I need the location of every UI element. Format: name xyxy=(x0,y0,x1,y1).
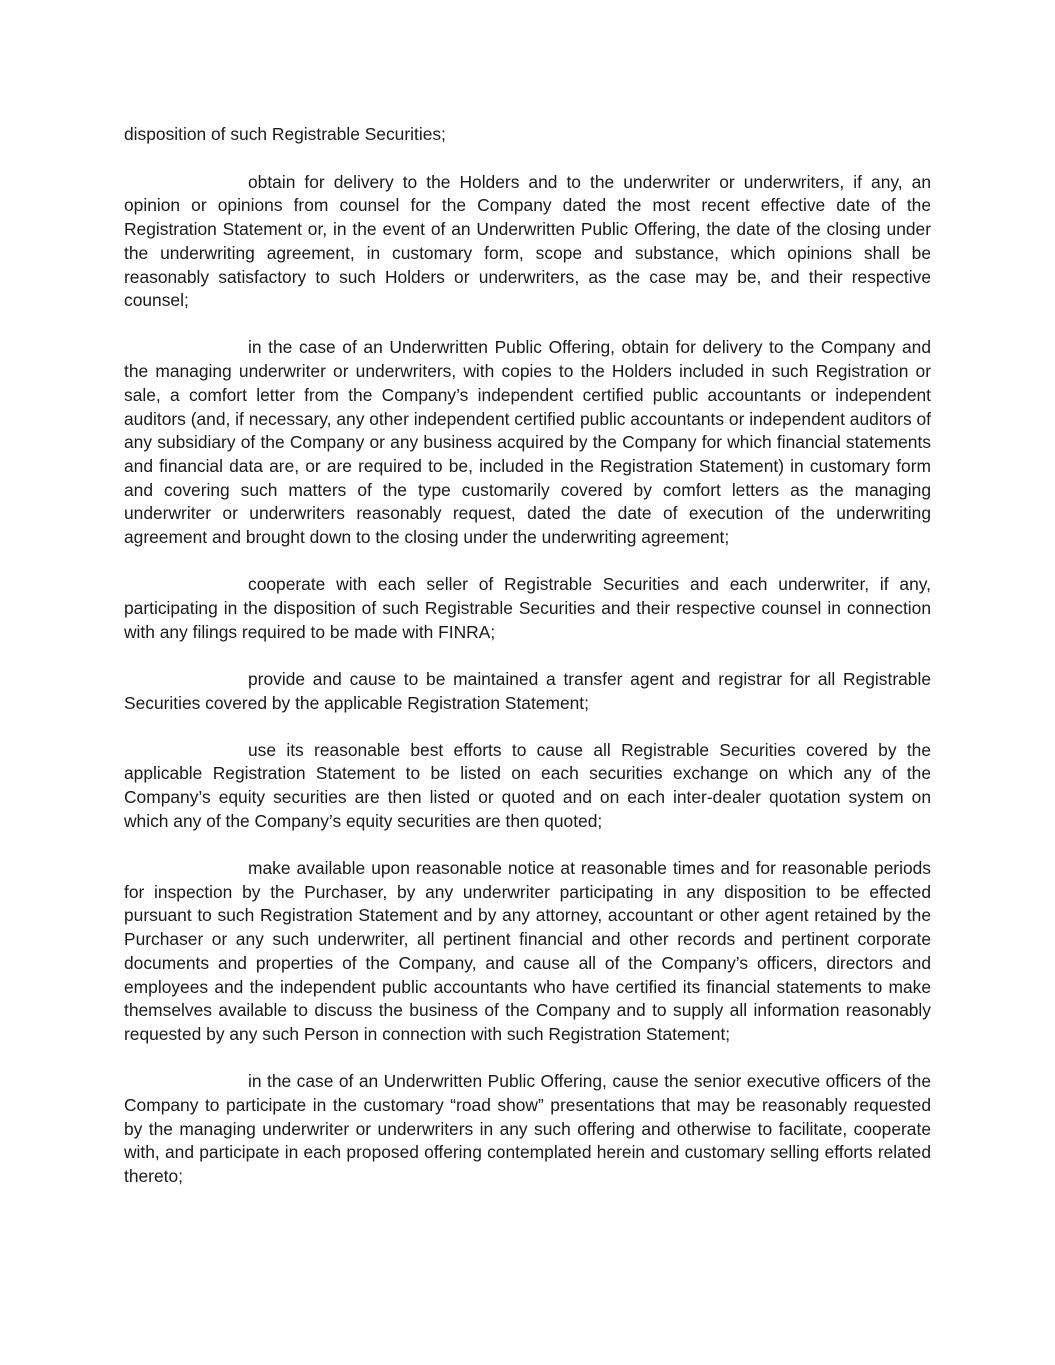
paragraph-exchange-listing: use its reasonable best efforts to cause all Registrable Securities covered by the applicable Registration Statement to be listed on each securities exchange on which any of the Company’s equity securities are then listed or quoted and on each inter-dealer quotation system on which any of the Company’s equity securities are then quoted; xyxy=(124,739,931,831)
paragraph-comfort-letter: in the case of an Underwritten Public Offering, obtain for delivery to the Company and the managing underwriter or underwriters, with copies to the Holders included in such Registration or sale, a comfort letter from the Company’s independent certified public accountants or independent auditors (and, if necessary, any other independent certified public accountants or independent auditors of any subsidiary of the Company or any business acquired by the Company for which financial statements and financial data are, or are required to be, included in the Registration Statement) in customary form and covering such matters of the type customarily covered by comfort letters as the managing underwriter or underwriters reasonably request, dated the date of execution of the underwriting agreement and brought down to the closing under the underwriting agreement; xyxy=(124,337,931,548)
paragraph-continuation: disposition of such Registrable Securities; xyxy=(124,124,446,144)
paragraph-transfer-agent: provide and cause to be maintained a transfer agent and registrar for all Registrable Securities covered by the applicable Registration Statement; xyxy=(124,668,931,713)
paragraph-legal-opinion: obtain for delivery to the Holders and to the underwriter or underwriters, if any, an opinion or opinions from counsel for the Company dated the most recent effective date of the Registration Statement or, in the event of an Underwritten Public Offering, the date of the closing under the underwriting agreement, in customary form, scope and substance, which opinions shall be reasonably satisfactory to such Holders or underwriters, as the case may be, and their respective counsel; xyxy=(124,171,931,311)
paragraph-finra-cooperation: cooperate with each seller of Registrable Securities and each underwriter, if any, participating in the disposition of such Registrable Securities and their respective counsel in connection with any filings required to be made with FINRA; xyxy=(124,574,931,642)
document-page xyxy=(124,123,931,1212)
paragraph-inspection: make available upon reasonable notice at reasonable times and for reasonable periods for inspection by the Purchaser, by any underwriter participating in any disposition to be effected pursuant to such Registration Statement and by any attorney, accountant or other agent retained by the Purchaser or any such underwriter, all pertinent financial and other records and pertinent corporate documents and properties of the Company, and cause all of the Company’s officers, directors and employees and the independent public accountants who have certified its financial statements to make themselves available to discuss the business of the Company and to supply all information reasonably requested by any such Person in connection with such Registration Statement; xyxy=(124,858,931,1044)
paragraph-road-show: in the case of an Underwritten Public Offering, cause the senior executive officers of the Company to participate in the customary “road show” presentations that may be reasonably requested by the managing underwriter or underwriters in any such offering and otherwise to facilitate, cooperate with, and participate in each proposed offering contemplated herein and customary selling efforts related thereto; xyxy=(124,1071,931,1187)
